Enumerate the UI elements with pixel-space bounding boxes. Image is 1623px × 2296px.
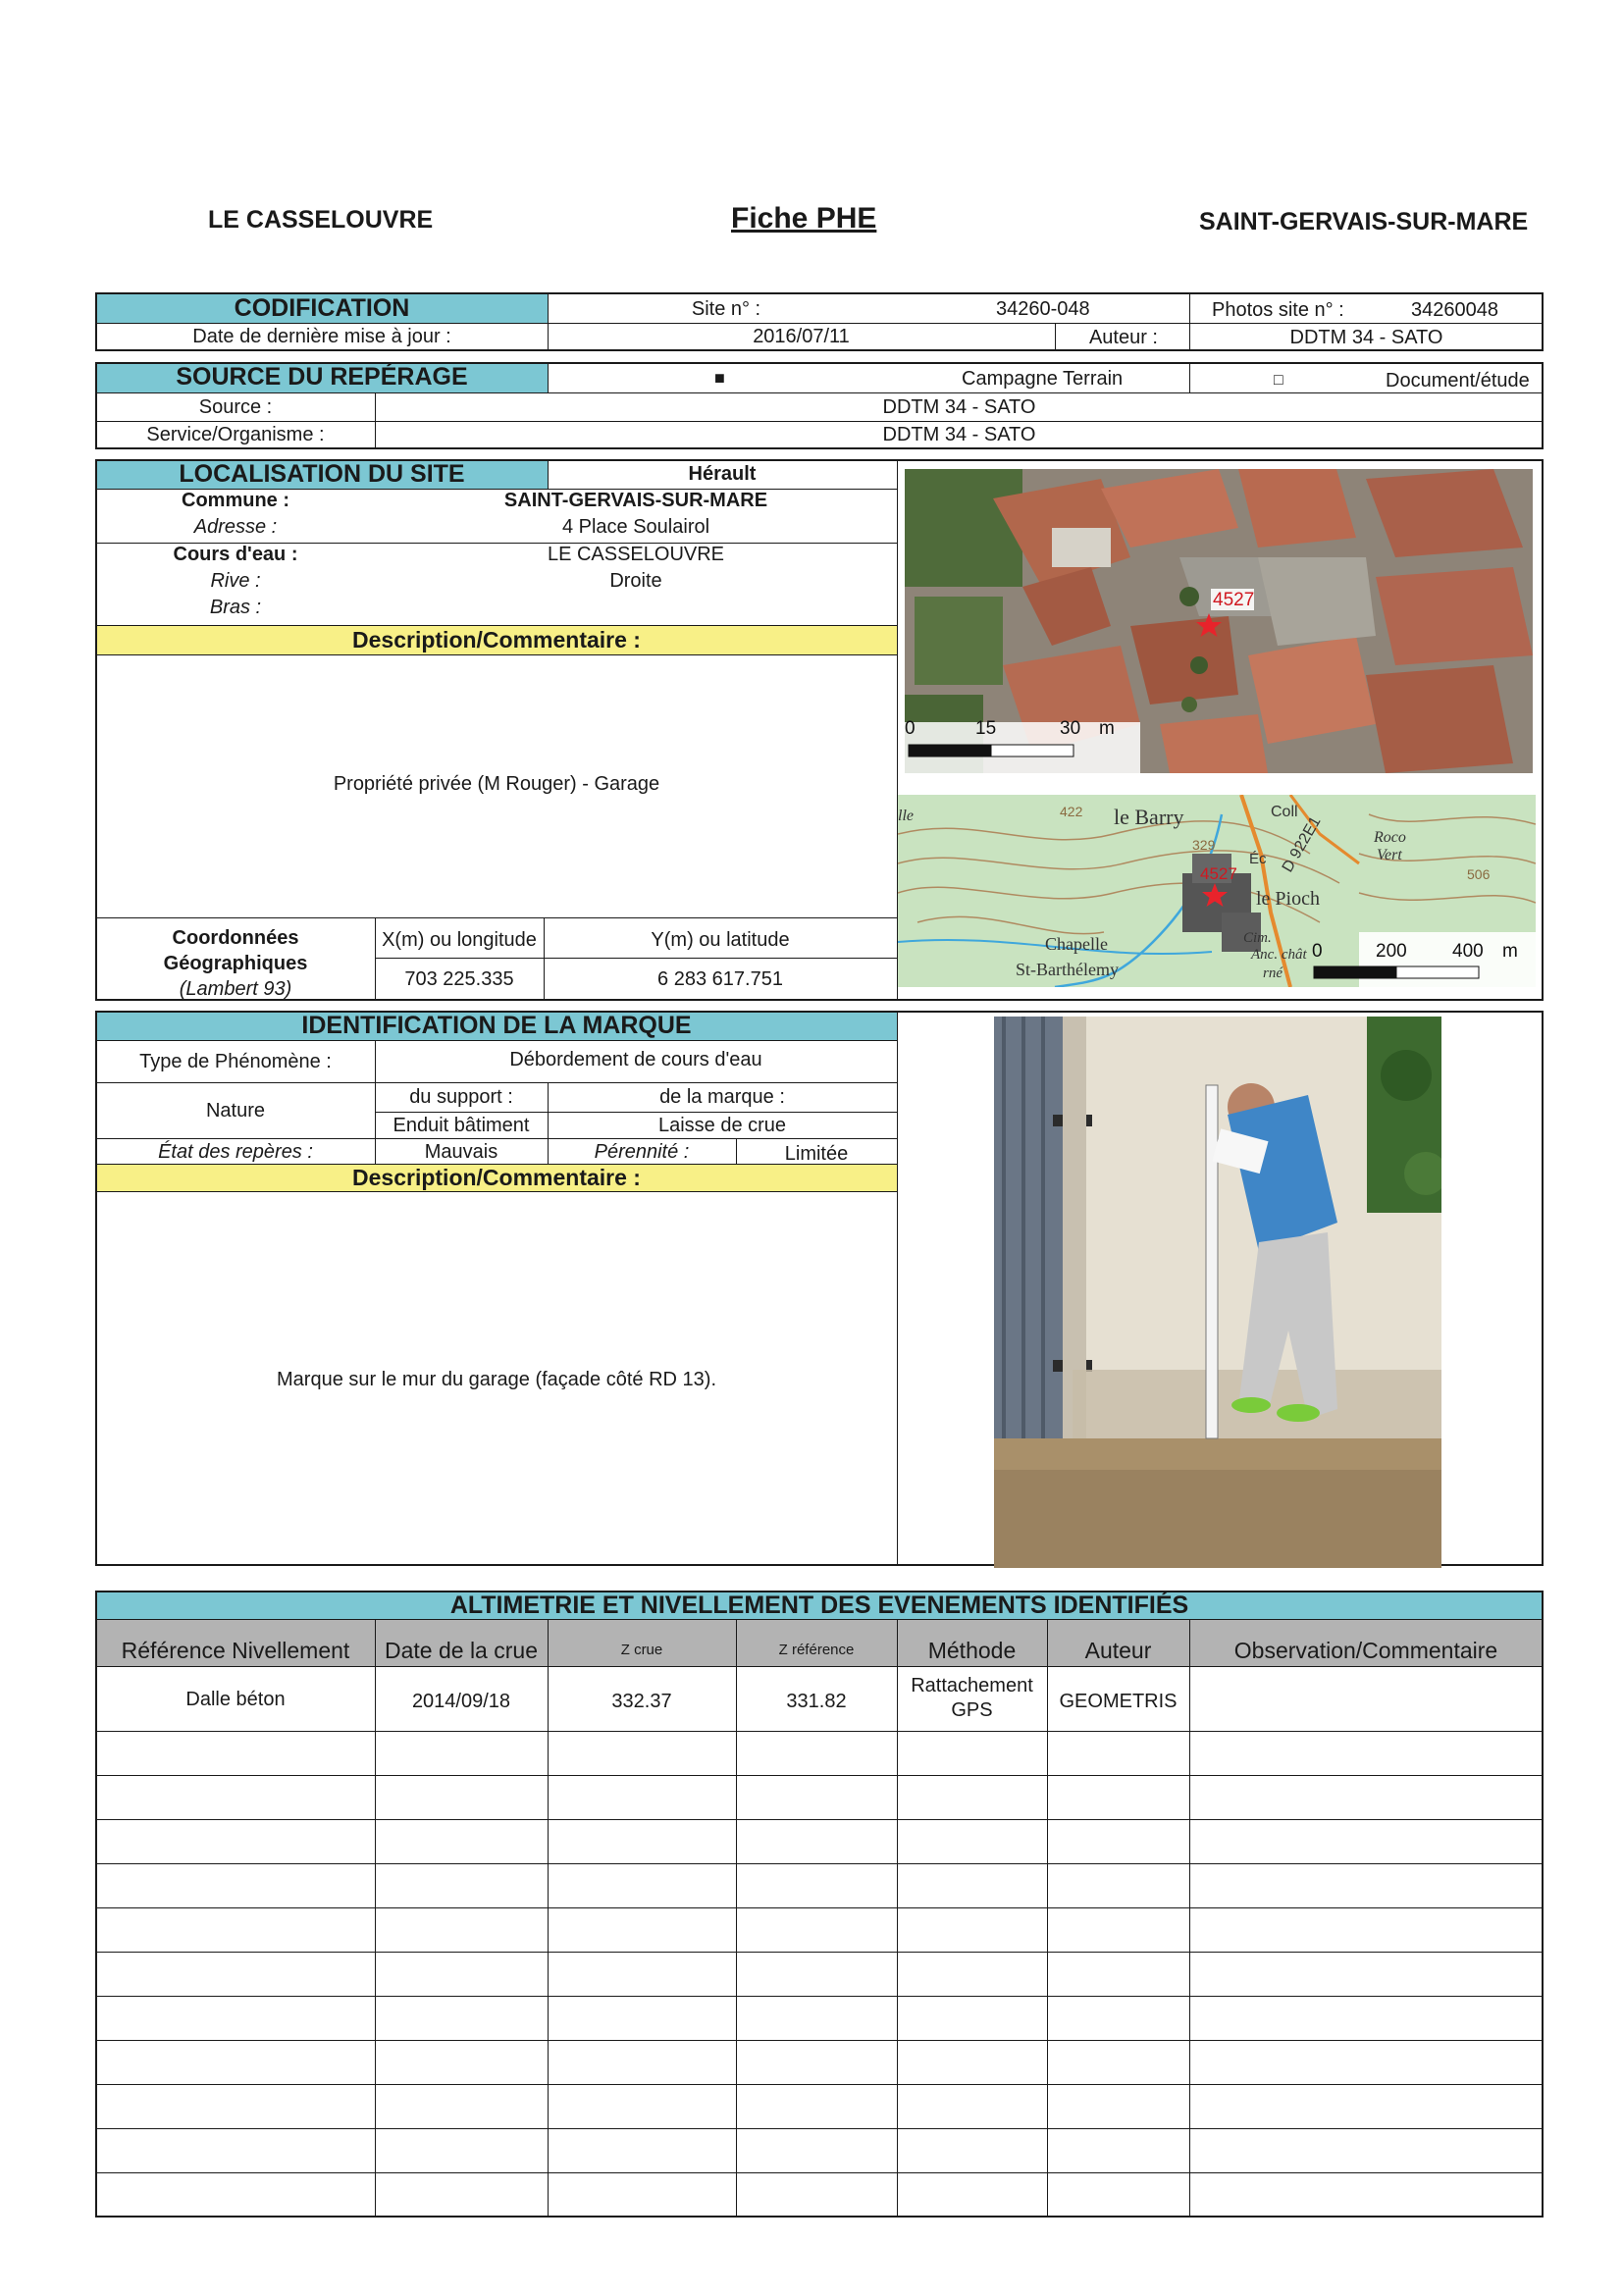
photos-number-value: 34260048 — [1411, 299, 1498, 321]
departement-value: Hérault — [688, 463, 757, 485]
support-value: Enduit bâtiment — [393, 1115, 530, 1136]
topo-scale-0: 0 — [1312, 941, 1323, 962]
topo-marker-label: 4527 — [1200, 864, 1237, 883]
col-header-z-crue: Z crue — [620, 1642, 663, 1658]
coord-label-line1: Coordonnées — [172, 927, 299, 949]
col-header-methode: Méthode — [927, 1638, 1017, 1663]
localisation-desc-text: Propriété privée (M Rouger) - Garage — [333, 773, 660, 795]
topo-label-roco: Roco — [1374, 829, 1406, 846]
localisation-desc-title: Description/Commentaire : — [352, 627, 641, 652]
topo-label-le-pioch: le Pioch — [1256, 888, 1320, 910]
row1-z-crue: 332.37 — [611, 1691, 672, 1712]
topo-label-506: 506 — [1467, 866, 1491, 882]
topo-label-lle: lle — [898, 808, 914, 824]
col-header-auteur: Auteur — [1084, 1638, 1152, 1663]
coord-label-line3: (Lambert 93) — [179, 978, 292, 1000]
photos-number-label: Photos site n° : — [1212, 299, 1344, 321]
cours-eau-label: Cours d'eau : — [173, 544, 298, 565]
altimetrie-table — [95, 1591, 1544, 2218]
phenomene-type-value: Débordement de cours d'eau — [509, 1049, 762, 1070]
altimetrie-title: ALTIMETRIE ET NIVELLEMENT DES EVENEMENTS IDENTIFIÉS — [449, 1592, 1189, 1619]
topo-label-st-barthelemy: St-Barthélemy — [1016, 960, 1119, 979]
x-longitude-header: X(m) ou longitude — [382, 929, 537, 951]
row1-methode: Rattachement GPS — [911, 1675, 1033, 1721]
col-header-date: Date de la crue — [385, 1638, 538, 1663]
source-label: Source : — [198, 396, 273, 418]
header-right-commune: SAINT-GERVAIS-SUR-MARE — [1199, 208, 1529, 235]
topo-scale-2: 400 — [1452, 941, 1484, 962]
support-label: du support : — [409, 1086, 513, 1108]
etat-reperes-value: Mauvais — [424, 1141, 498, 1163]
flood-mark-photo — [994, 1017, 1441, 1568]
aerial-scale-unit: m — [1099, 718, 1115, 739]
document-etude-label: Document/étude — [1386, 370, 1530, 391]
update-date-label: Date de dernière mise à jour : — [192, 326, 451, 347]
localisation-title: LOCALISATION DU SITE — [179, 460, 465, 488]
cours-eau-value: LE CASSELOUVRE — [547, 544, 725, 565]
site-number-value: 34260-048 — [996, 298, 1090, 320]
campaign-terrain-label: Campagne Terrain — [962, 368, 1124, 390]
y-latitude-header: Y(m) ou latitude — [651, 929, 790, 951]
x-longitude-value: 703 225.335 — [404, 968, 514, 990]
rive-label: Rive : — [210, 570, 261, 592]
marque-desc-text: Marque sur le mur du garage (façade côté RD 13). — [277, 1369, 716, 1390]
row1-z-reference: 331.82 — [786, 1691, 847, 1712]
row1-auteur: GEOMETRIS — [1059, 1691, 1178, 1712]
y-latitude-value: 6 283 617.751 — [657, 968, 783, 990]
author-value: DDTM 34 - SATO — [1289, 327, 1443, 348]
col-header-z-reference: Z référence — [778, 1642, 855, 1658]
header-left-river: LE CASSELOUVRE — [208, 206, 434, 234]
topo-scale-unit: m — [1502, 941, 1518, 962]
topo-label-329: 329 — [1192, 837, 1216, 853]
perennite-label: Pérennité : — [594, 1141, 690, 1163]
commune-label: Commune : — [182, 490, 289, 511]
nature-label: Nature — [205, 1100, 266, 1122]
row1-reference: Dalle béton — [185, 1689, 286, 1710]
topo-label-422: 422 — [1060, 804, 1083, 819]
source-value: DDTM 34 - SATO — [882, 396, 1036, 418]
header-title: Fiche PHE — [731, 202, 877, 235]
marque-title: IDENTIFICATION DE LA MARQUE — [301, 1012, 692, 1039]
topo-label-vert: Vert — [1377, 847, 1402, 863]
aerial-scale-0: 0 — [905, 718, 916, 739]
aerial-scale-1: 15 — [975, 718, 997, 739]
aerial-scale-2: 30 — [1060, 718, 1081, 739]
rive-value: Droite — [609, 570, 662, 592]
adresse-label: Adresse : — [193, 516, 278, 538]
document-checkbox-unchecked[interactable]: □ — [1274, 372, 1283, 389]
adresse-value: 4 Place Soulairol — [561, 516, 710, 538]
aerial-marker-label: 4527 — [1213, 590, 1255, 610]
col-header-observation: Observation/Commentaire — [1233, 1638, 1498, 1663]
bras-label: Bras : — [209, 597, 262, 618]
coord-label-line2: Géographiques — [163, 953, 308, 974]
topo-label-chapelle: Chapelle — [1045, 934, 1108, 954]
update-date-value: 2016/07/11 — [753, 326, 850, 347]
topo-label-ec: Éc — [1249, 851, 1267, 867]
topo-label-anc-chat: Anc. chât — [1251, 947, 1307, 963]
col-header-reference: Référence Nivellement — [121, 1638, 350, 1663]
site-number-label: Site n° : — [691, 298, 761, 320]
topo-map — [898, 795, 1536, 987]
topo-label-coll: Coll — [1271, 804, 1298, 820]
campaign-checkbox-checked[interactable]: ■ — [714, 368, 725, 388]
marque-nature-value: Laisse de crue — [657, 1115, 787, 1136]
commune-value: SAINT-GERVAIS-SUR-MARE — [503, 490, 768, 511]
topo-label-rne: rné — [1263, 965, 1283, 981]
etat-reperes-label: État des repères : — [158, 1141, 313, 1163]
codification-title: CODIFICATION — [234, 294, 410, 322]
marque-desc-title: Description/Commentaire : — [352, 1165, 641, 1190]
row1-date: 2014/09/18 — [411, 1691, 511, 1712]
aerial-map — [905, 469, 1533, 773]
topo-label-road: D 922E1 — [1279, 813, 1325, 875]
source-title: SOURCE DU REPÉRAGE — [176, 363, 468, 391]
topo-label-cim: Cim. — [1243, 930, 1272, 946]
marque-nature-label: de la marque : — [659, 1086, 785, 1108]
topo-scale-1: 200 — [1376, 941, 1407, 962]
author-label: Auteur : — [1088, 327, 1158, 348]
topo-label-le-barry: le Barry — [1114, 805, 1184, 829]
service-value: DDTM 34 - SATO — [882, 424, 1036, 445]
phenomene-type-label: Type de Phénomène : — [139, 1051, 332, 1072]
perennite-value: Limitée — [784, 1143, 849, 1165]
service-label: Service/Organisme : — [146, 424, 325, 445]
